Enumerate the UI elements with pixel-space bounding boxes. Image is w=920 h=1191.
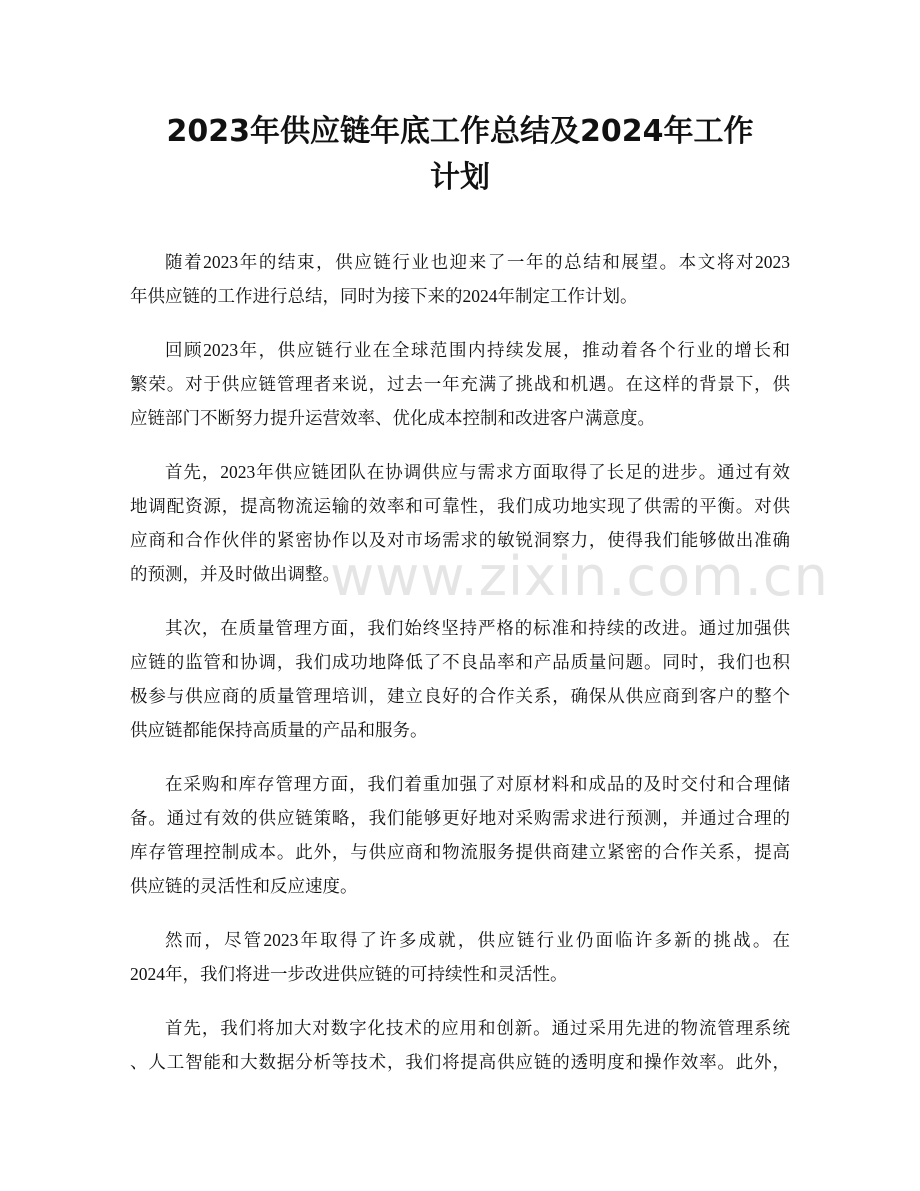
paragraph-line: 应商和合作伙伴的紧密协作以及对市场需求的敏锐洞察力，使得我们能够做出准确 [130,530,790,550]
title-line: 计划 [430,160,490,195]
paragraph-line: 地调配资源，提高物流运输的效率和可靠性，我们成功地实现了供需的平衡。对供 [130,496,790,516]
paragraph-line: 然而，尽管2023年取得了许多成就，供应链行业仍面临许多新的挑战。在 [165,930,790,950]
paragraph [130,923,790,991]
paragraph [130,455,790,591]
paragraph [130,611,790,747]
paragraph-line: 、人工智能和大数据分析等技术，我们将提高供应链的透明度和操作效率。此外， [130,1052,790,1072]
document-title [0,112,920,204]
paragraph [130,245,790,313]
paragraph-line: 库存管理控制成本。此外，与供应商和物流服务提供商建立紧密的合作关系，提高 [130,842,790,862]
title-line: 2023年供应链年底工作总结及2024年工作 [166,114,754,149]
paragraph-line: 供应链的灵活性和反应速度。 [130,876,358,896]
paragraph-line: 繁荣。对于供应链管理者来说，过去一年充满了挑战和机遇。在这样的背景下，供 [130,374,790,394]
paragraph-line: 应链部门不断努力提升运营效率、优化成本控制和改进客户满意度。 [130,408,655,428]
paragraph-line: 首先，2023年供应链团队在协调供应与需求方面取得了长足的进步。通过有效 [165,462,790,482]
paragraph-line: 其次，在质量管理方面，我们始终坚持严格的标准和持续的改进。通过加强供 [165,618,790,638]
paragraph-line: 2024年，我们将进一步改进供应链的可持续性和灵活性。 [130,964,568,984]
document-body [130,245,790,1099]
paragraph-line: 应链的监管和协调，我们成功地降低了不良品率和产品质量问题。同时，我们也积 [130,652,790,672]
paragraph-line: 供应链都能保持高质量的产品和服务。 [130,720,428,740]
paragraph-line: 首先，我们将加大对数字化技术的应用和创新。通过采用先进的物流管理系统 [165,1018,790,1038]
paragraph [130,333,790,435]
paragraph-line: 备。通过有效的供应链策略，我们能够更好地对采购需求进行预测，并通过合理的 [130,808,790,828]
paragraph-line: 随着2023年的结束，供应链行业也迎来了一年的总结和展望。本文将对2023 [165,252,790,272]
paragraph [130,767,790,903]
paragraph-line: 回顾2023年，供应链行业在全球范围内持续发展，推动着各个行业的增长和 [165,340,790,360]
watermark: www.zixin.com.cn [330,545,829,608]
paragraph [130,1011,790,1079]
paragraph-line: 的预测，并及时做出调整。 [130,564,340,584]
paragraph-line: 在采购和库存管理方面，我们着重加强了对原材料和成品的及时交付和合理储 [165,774,790,794]
paragraph-line: 极参与供应商的质量管理培训，建立良好的合作关系，确保从供应商到客户的整个 [130,686,790,706]
paragraph-line: 年供应链的工作进行总结，同时为接下来的2024年制定工作计划。 [130,286,638,306]
